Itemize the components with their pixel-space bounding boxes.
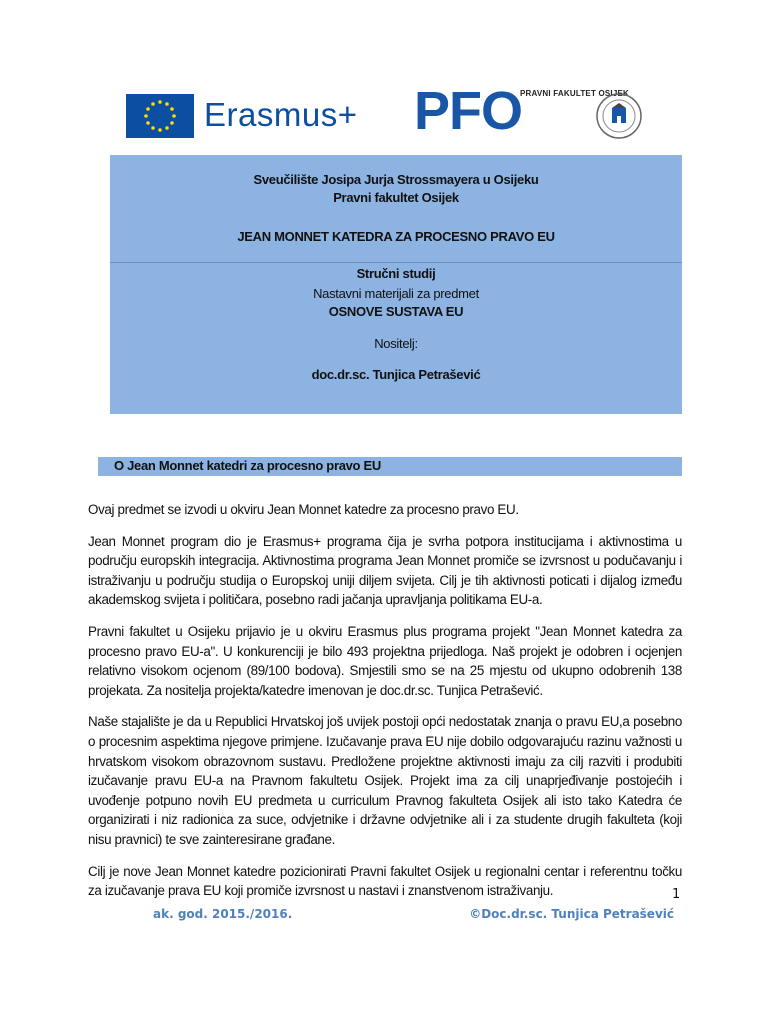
paragraph: Naše stajalište je da u Republici Hrvatskoj još uvijek postoji opći nedostatak znanja o pravu EU,a posebno o procesnim aspektima njegove primjene. Izučavanje prava EU nije dobilo odgovarajuću razinu važnosti u hrvatskom visokom obrazovnom sustavu. Predložene projektne aktivnosti imaju za cilj razviti i produbiti izučavanje pravu EU-a na Pravnom fakultetu Osijek. Projekt ima za cilj unaprjeđivanje postojećih i uvođenje potpuno novih EU predmeta u curriculum Pravnog fakulteta Osijek ali isto tako Katedra će organizirati i niz radionica za suce, odvjetnike i državne odvjetnike ali i za studente drugih fakulteta (koji nisu pravnici) te sve zainteresirane građane. bbox=[88, 714, 682, 847]
faculty-seal-icon bbox=[595, 92, 643, 140]
erasmus-wordmark: Erasmus+ bbox=[204, 96, 358, 133]
paragraph: Pravni fakultet u Osijeku prijavio je u okviru Erasmus plus programa projekt "Jean Monnet katedra za procesno pravo EU-a". U konkurenciji je bilo 493 projektna prijedloga. Naš projekt je odobren i ocjenjen relativno visokom ocjenom (89/100 bodova). Smjestili smo se na 25 mjestu od ukupno odobrenih 138 projekata. Za nositelja projekta/katedre imenovan je doc.dr.sc. Tunjica Petrašević. bbox=[88, 623, 682, 698]
pfo-subtitle: PRAVNI FAKULTET OSIJEK bbox=[520, 89, 630, 98]
holder-label: Nositelj: bbox=[374, 336, 418, 351]
university-name: Sveučilište Josipa Jurja Strossmayera u Osijeku bbox=[253, 172, 539, 187]
section-header bbox=[98, 457, 682, 476]
pfo-logo bbox=[414, 81, 648, 142]
erasmus-logo bbox=[126, 94, 371, 138]
paragraph: Jean Monnet program dio je Erasmus+ programa čija je svrha potpora institucijama i aktivnostima u području europskih integracija. Aktivnostima programa Jean Monnet promiče se izvrsnost u podučavanju i istraživanju u području studija o Europskoj uniji diljem svijeta. Cilj je tih aktivnosti poticati i dijalog između akademskog svijeta i političara, posebno radi jačanja upravljanja politikama EU-a. bbox=[88, 533, 682, 608]
holder-name: doc.dr.sc. Tunjica Petrašević bbox=[311, 367, 481, 382]
pfo-wordmark: PFO bbox=[414, 81, 523, 141]
paragraph: Ovaj predmet se izvodi u okviru Jean Monnet katedre za procesno pravo EU. bbox=[88, 502, 519, 517]
title-divider bbox=[110, 262, 682, 263]
body-text bbox=[88, 500, 682, 913]
materials-label: Nastavni materijali za predmet bbox=[313, 286, 479, 301]
section-header-text: O Jean Monnet katedri za procesno pravo EU bbox=[114, 458, 381, 473]
eu-flag-icon bbox=[126, 94, 194, 138]
study-type: Stručni studij bbox=[356, 266, 436, 281]
page-number: 1 bbox=[672, 887, 681, 902]
faculty-name: Pravni fakultet Osijek bbox=[333, 190, 459, 205]
copyright: ©Doc.dr.sc. Tunjica Petrašević bbox=[469, 907, 674, 921]
chair-title: JEAN MONNET KATEDRA ZA PROCESNO PRAVO EU bbox=[237, 229, 555, 244]
academic-year: ak. god. 2015./2016. bbox=[153, 907, 293, 921]
paragraph: Cilj je nove Jean Monnet katedre pozicionirati Pravni fakultet Osijek u regionalni centar i referentnu točku za izučavanje prava EU koji promiče izvrsnost u nastavi i znanstvenom istraživanju. bbox=[88, 863, 682, 899]
course-title: OSNOVE SUSTAVA EU bbox=[328, 304, 464, 319]
title-box bbox=[110, 155, 682, 414]
